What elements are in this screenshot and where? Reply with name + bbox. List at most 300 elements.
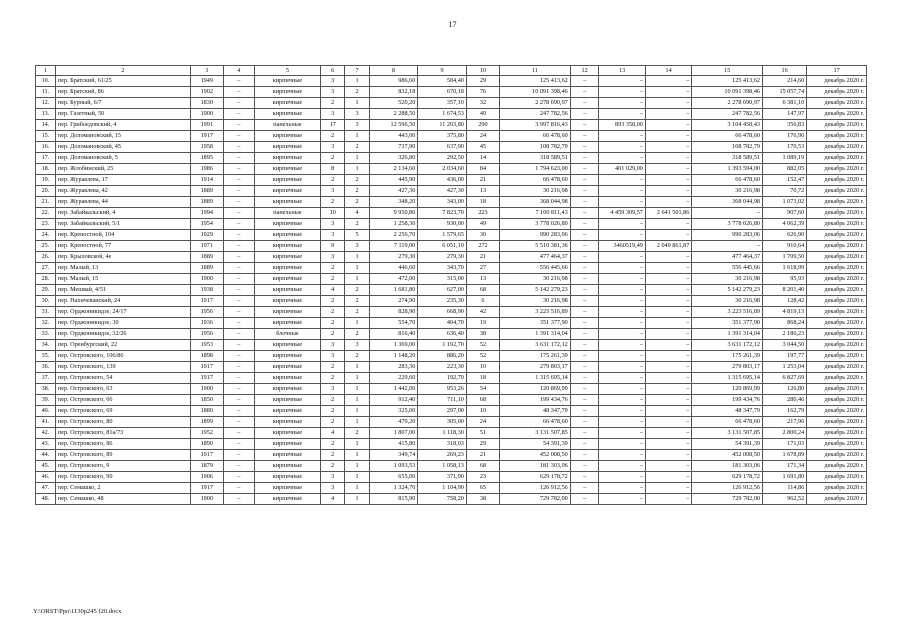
table-cell: 66 478,60 [692, 417, 763, 428]
table-cell: пер. Островского, 89 [55, 450, 190, 461]
table-row [36, 296, 867, 307]
table-cell: 2 256,70 [369, 230, 418, 241]
table-cell: декабрь 2020 г. [807, 329, 867, 340]
table-cell: 2 [321, 406, 345, 417]
table-cell: 1929 [190, 230, 223, 241]
table-cell: – [645, 120, 691, 131]
table-row [36, 373, 867, 384]
table-row [36, 153, 867, 164]
table-cell: 3 223 516,89 [692, 307, 763, 318]
table-cell: 2 [345, 351, 369, 362]
table-cell: 36. [36, 362, 56, 373]
table-cell: 1 058,13 [418, 461, 467, 472]
table-cell: 729 782,00 [500, 494, 571, 505]
table-cell: 21 [466, 252, 499, 263]
table-cell: – [223, 263, 254, 274]
table-cell: 3 [321, 340, 345, 351]
table-cell: – [223, 175, 254, 186]
table-cell: 318 589,51 [692, 153, 763, 164]
table-cell: 35. [36, 351, 56, 362]
table-cell: 176,90 [763, 131, 807, 142]
table-cell: пер. Братский, 86 [55, 87, 190, 98]
table-row [36, 461, 867, 472]
table-cell: декабрь 2020 г. [807, 142, 867, 153]
table-cell: 11 203,80 [418, 120, 467, 131]
table-cell: – [645, 296, 691, 307]
table-cell: 479,20 [369, 417, 418, 428]
table-cell: – [223, 164, 254, 175]
table-row [36, 318, 867, 329]
table-cell: пер. Островского, 54 [55, 373, 190, 384]
table-cell: – [645, 131, 691, 142]
table-cell: кирпичные [254, 351, 320, 362]
table-cell: 427,30 [369, 186, 418, 197]
table-cell: 199 434,76 [500, 395, 571, 406]
table-cell: 108 782,79 [692, 142, 763, 153]
table-cell: – [645, 186, 691, 197]
column-header-13: 13 [599, 66, 645, 76]
table-cell: кирпичные [254, 98, 320, 109]
table-cell: 66 478,60 [500, 417, 571, 428]
table-cell: пер. Орджоникидзе, 32/26 [55, 329, 190, 340]
table-cell: кирпичные [254, 428, 320, 439]
table-cell: 152,47 [763, 175, 807, 186]
table-cell: 910,64 [763, 241, 807, 252]
table-cell: – [223, 384, 254, 395]
table-cell: – [645, 428, 691, 439]
table-cell: 23. [36, 219, 56, 230]
table-cell: 371,90 [418, 472, 467, 483]
table-cell: 292,50 [418, 153, 467, 164]
table-row [36, 439, 867, 450]
table-cell: кирпичные [254, 472, 320, 483]
table-row [36, 142, 867, 153]
column-header-11: 11 [500, 66, 571, 76]
table-cell: 315,00 [418, 274, 467, 285]
table-cell: 279,30 [369, 252, 418, 263]
table-cell: кирпичные [254, 406, 320, 417]
table-cell: 3 [321, 109, 345, 120]
table-cell: кирпичные [254, 109, 320, 120]
table-cell: пер. Островского, 90 [55, 472, 190, 483]
table-cell: – [570, 175, 599, 186]
table-cell: 32. [36, 318, 56, 329]
table-cell: 54 391,39 [500, 439, 571, 450]
table-cell: декабрь 2020 г. [807, 450, 867, 461]
table-cell: – [570, 131, 599, 142]
table-cell: 5 142 279,23 [692, 285, 763, 296]
table-cell: 68 [466, 285, 499, 296]
table-cell: 170,53 [763, 142, 807, 153]
table-cell: 7 823,70 [418, 208, 467, 219]
table-cell: 1889 [190, 252, 223, 263]
table-cell: 2 [345, 296, 369, 307]
table-cell: 868,24 [763, 318, 807, 329]
table-cell: 436,00 [418, 175, 467, 186]
table-cell: 30 216,98 [500, 186, 571, 197]
table-cell: 2 [345, 175, 369, 186]
table-cell: – [692, 241, 763, 252]
table-cell: – [570, 186, 599, 197]
table-cell: 351 377,90 [692, 318, 763, 329]
column-header-3: 3 [190, 66, 223, 76]
table-cell: 1879 [190, 461, 223, 472]
table-cell: 520,20 [369, 98, 418, 109]
table-cell: кирпичные [254, 131, 320, 142]
table-cell: 283,30 [369, 362, 418, 373]
table-cell: – [645, 351, 691, 362]
table-cell: 3 [345, 109, 369, 120]
table-cell: – [645, 142, 691, 153]
table-cell: 1 324,70 [369, 483, 418, 494]
table-cell: 357,10 [418, 98, 467, 109]
table-cell: 3 631 172,12 [692, 340, 763, 351]
table-row [36, 274, 867, 285]
table-cell: декабрь 2020 г. [807, 131, 867, 142]
table-cell: – [599, 252, 645, 263]
table-cell: – [599, 153, 645, 164]
table-cell: 1 579,65 [418, 230, 467, 241]
table-cell: – [599, 98, 645, 109]
table-cell: 3 778 026,80 [500, 219, 571, 230]
table-cell: 66 478,60 [692, 131, 763, 142]
table-cell: 22. [36, 208, 56, 219]
table-cell: 584,40 [418, 76, 467, 87]
table-cell: 297,00 [418, 406, 467, 417]
table-cell: 427,30 [418, 186, 467, 197]
table-cell: 1 [345, 76, 369, 87]
table-cell: 1 089,19 [763, 153, 807, 164]
table-body [36, 76, 867, 505]
table-cell: 47. [36, 483, 56, 494]
table-cell: – [223, 472, 254, 483]
table-row [36, 285, 867, 296]
table-cell: 2 034,60 [418, 164, 467, 175]
table-cell: – [570, 472, 599, 483]
table-cell: 2 278 690,97 [692, 98, 763, 109]
table-cell: декабрь 2020 г. [807, 362, 867, 373]
column-number-header-row [36, 66, 867, 76]
table-cell: – [645, 98, 691, 109]
table-cell: – [570, 153, 599, 164]
table-cell: декабрь 2020 г. [807, 406, 867, 417]
table-cell: пер. Малый, 13 [55, 263, 190, 274]
table-cell: – [570, 384, 599, 395]
table-cell: – [570, 340, 599, 351]
table-cell: декабрь 2020 г. [807, 417, 867, 428]
table-cell: 3 [321, 252, 345, 263]
table-cell: – [570, 87, 599, 98]
table-cell: 990 283,06 [500, 230, 571, 241]
table-cell: 66 478,60 [692, 175, 763, 186]
table-cell: кирпичные [254, 307, 320, 318]
table-cell: 48 347,79 [692, 406, 763, 417]
table-cell: 3 [321, 142, 345, 153]
table-cell: – [570, 329, 599, 340]
table-cell: – [645, 483, 691, 494]
table-cell: 629 178,72 [692, 472, 763, 483]
table-cell: 29 [466, 439, 499, 450]
table-cell: 2 [321, 318, 345, 329]
table-cell: 1 442,00 [369, 384, 418, 395]
table-cell: – [570, 494, 599, 505]
table-cell: – [223, 351, 254, 362]
table-cell: – [223, 131, 254, 142]
table-cell: 10 [466, 362, 499, 373]
table-cell: 472,00 [369, 274, 418, 285]
table-cell: пер. Забайкальский, 4 [55, 208, 190, 219]
table-cell: 43. [36, 439, 56, 450]
table-cell: – [645, 164, 691, 175]
table-cell: пер. Нахичеванский, 24 [55, 296, 190, 307]
table-cell: 3 [345, 340, 369, 351]
table-cell: 4 [321, 428, 345, 439]
column-header-6: 6 [321, 66, 345, 76]
table-row [36, 417, 867, 428]
table-cell: кирпичные [254, 461, 320, 472]
table-cell: – [645, 274, 691, 285]
table-cell: 1917 [190, 483, 223, 494]
table-cell: декабрь 2020 г. [807, 483, 867, 494]
table-cell: декабрь 2020 г. [807, 373, 867, 384]
table-cell: кирпичные [254, 252, 320, 263]
table-cell: 832,18 [369, 87, 418, 98]
table-cell: 1906 [190, 472, 223, 483]
table-cell: 27 [466, 263, 499, 274]
table-cell: 1 [345, 362, 369, 373]
table-cell: – [645, 450, 691, 461]
table-cell: 279,30 [418, 252, 467, 263]
table-cell: – [570, 120, 599, 131]
table-cell: 162,79 [763, 406, 807, 417]
column-header-10: 10 [466, 66, 499, 76]
table-cell: пер. Островского, 9 [55, 461, 190, 472]
table-cell: 76 [466, 87, 499, 98]
table-cell: – [570, 197, 599, 208]
table-cell: 655,00 [369, 472, 418, 483]
table-cell: декабрь 2020 г. [807, 439, 867, 450]
table-cell: 1 315 695,14 [500, 373, 571, 384]
table-cell: – [645, 417, 691, 428]
table-cell: 37. [36, 373, 56, 384]
table-cell: 1898 [190, 351, 223, 362]
table-cell: 280,46 [763, 395, 807, 406]
table-cell: 2 [321, 131, 345, 142]
table-cell: 1 315 695,14 [692, 373, 763, 384]
table-cell: – [570, 296, 599, 307]
table-cell: – [223, 197, 254, 208]
table-cell: декабрь 2020 г. [807, 384, 867, 395]
table-cell: 2 [321, 417, 345, 428]
table-cell: пер. Крепостной, 104 [55, 230, 190, 241]
table-cell: – [570, 417, 599, 428]
table-cell: – [223, 340, 254, 351]
table-cell: 556 445,66 [500, 263, 571, 274]
table-cell: 3 131 507,85 [500, 428, 571, 439]
table-cell: декабрь 2020 г. [807, 175, 867, 186]
table-cell: – [599, 362, 645, 373]
table-cell: 31. [36, 307, 56, 318]
table-cell: 953,26 [418, 384, 467, 395]
table-cell: 1 391 314,04 [692, 329, 763, 340]
table-cell: 3 [321, 483, 345, 494]
table-cell: 2 [345, 87, 369, 98]
table-cell: кирпичные [254, 274, 320, 285]
table-cell: – [223, 395, 254, 406]
table-cell: – [223, 329, 254, 340]
table-cell: 10. [36, 76, 56, 87]
table-cell: 12. [36, 98, 56, 109]
table-cell: декабрь 2020 г. [807, 263, 867, 274]
table-cell: 45. [36, 461, 56, 472]
table-cell: – [645, 263, 691, 274]
table-cell: 6 381,10 [763, 98, 807, 109]
table-row [36, 98, 867, 109]
table-cell: 2 641 501,86 [645, 208, 691, 219]
table-cell: 3 [321, 219, 345, 230]
table-cell: 17 [321, 120, 345, 131]
table-cell: 1 [345, 164, 369, 175]
table-cell: – [570, 274, 599, 285]
table-cell: 445,90 [369, 175, 418, 186]
table-cell: 3 [321, 76, 345, 87]
table-cell: – [599, 450, 645, 461]
table-cell: кирпичные [254, 164, 320, 175]
table-cell: декабрь 2020 г. [807, 274, 867, 285]
table-cell: 197,77 [763, 351, 807, 362]
table-cell: – [570, 428, 599, 439]
table-cell: – [599, 87, 645, 98]
table-cell: 1949 [190, 76, 223, 87]
table-cell: 443,00 [369, 131, 418, 142]
table-cell: – [570, 263, 599, 274]
table-cell: 65 [466, 483, 499, 494]
table-cell: 1 [345, 494, 369, 505]
table-cell: 1 393 594,00 [692, 164, 763, 175]
table-cell: пер. Журавлева, 44 [55, 197, 190, 208]
table-cell: кирпичные [254, 417, 320, 428]
table-row [36, 340, 867, 351]
table-cell: – [223, 296, 254, 307]
table-cell: 452 008,50 [692, 450, 763, 461]
table-cell: – [599, 384, 645, 395]
table-cell: 120 869,99 [692, 384, 763, 395]
table-cell: 1 [345, 439, 369, 450]
table-cell: 1 [345, 483, 369, 494]
table-cell: 2 [321, 153, 345, 164]
table-cell: 1 104,90 [418, 483, 467, 494]
table-cell: 415,80 [369, 439, 418, 450]
table-cell: 247 782,56 [692, 109, 763, 120]
table-cell: 326,80 [369, 153, 418, 164]
table-cell: 1917 [190, 450, 223, 461]
table-cell: 2 [321, 98, 345, 109]
table-row [36, 494, 867, 505]
table-cell: декабрь 2020 г. [807, 120, 867, 131]
table-cell: 1895 [190, 153, 223, 164]
table-cell: 48 347,79 [500, 406, 571, 417]
table-cell: пер. Оренбургский, 22 [55, 340, 190, 351]
table-cell: 356,83 [763, 120, 807, 131]
table-row [36, 120, 867, 131]
table-cell: кирпичные [254, 153, 320, 164]
table-cell: 3 044,50 [763, 340, 807, 351]
table-cell: – [599, 439, 645, 450]
table-cell: – [570, 252, 599, 263]
table-cell: 343,70 [418, 263, 467, 274]
table-cell: пер. Доломановский, 5 [55, 153, 190, 164]
table-cell: – [645, 373, 691, 384]
table-cell: 48. [36, 494, 56, 505]
column-header-17: 17 [807, 66, 867, 76]
table-cell: 2 [321, 263, 345, 274]
table-cell: пер. Островского, 63 [55, 384, 190, 395]
table-cell: пер. Островского, 66 [55, 395, 190, 406]
table-cell: декабрь 2020 г. [807, 164, 867, 175]
table-cell: 1991 [190, 120, 223, 131]
table-cell: – [599, 483, 645, 494]
table-cell: 217,96 [763, 417, 807, 428]
table-cell: 4 062,39 [763, 219, 807, 230]
table-cell: 368 044,98 [692, 197, 763, 208]
table-cell: 318,03 [418, 439, 467, 450]
table-cell: 1 807,00 [369, 428, 418, 439]
table-cell: 1 674,53 [418, 109, 467, 120]
table-cell: 816,40 [369, 329, 418, 340]
table-cell: пер. Островского, 80 [55, 417, 190, 428]
table-cell: 13. [36, 109, 56, 120]
table-cell: – [223, 76, 254, 87]
table-cell: – [570, 362, 599, 373]
table-cell: – [570, 109, 599, 120]
table-cell: 21 [466, 175, 499, 186]
table-row [36, 230, 867, 241]
table-cell: пер. Мешвай, 4/51 [55, 285, 190, 296]
table-cell: 223,30 [418, 362, 467, 373]
table-cell: 12 596,50 [369, 120, 418, 131]
table-cell: декабрь 2020 г. [807, 307, 867, 318]
table-cell: – [599, 131, 645, 142]
table-cell: 556 445,66 [692, 263, 763, 274]
table-cell: – [599, 142, 645, 153]
table-cell: 668,90 [418, 307, 467, 318]
table-cell: – [599, 373, 645, 384]
table-cell: 1 [345, 373, 369, 384]
table-cell: 2 [321, 362, 345, 373]
table-cell: кирпичные [254, 384, 320, 395]
table-cell: 128,42 [763, 296, 807, 307]
table-cell: 18 [466, 373, 499, 384]
table-cell: 1900 [190, 274, 223, 285]
table-cell: 1 [345, 98, 369, 109]
table-cell: – [645, 340, 691, 351]
table-cell: 2 [345, 428, 369, 439]
column-header-14: 14 [645, 66, 691, 76]
table-cell: 1954 [190, 219, 223, 230]
table-cell: 18 [466, 197, 499, 208]
table-cell: 1 681,80 [369, 285, 418, 296]
table-cell: – [223, 285, 254, 296]
table-cell: – [223, 153, 254, 164]
table-cell: пер. Орджоникидзе, 30 [55, 318, 190, 329]
table-cell: – [599, 175, 645, 186]
table-cell: 5 510 381,36 [500, 241, 571, 252]
table-row [36, 384, 867, 395]
table-cell: 70,72 [763, 186, 807, 197]
table-cell: декабрь 2020 г. [807, 98, 867, 109]
table-cell: 6 827,69 [763, 373, 807, 384]
column-header-15: 15 [692, 66, 763, 76]
